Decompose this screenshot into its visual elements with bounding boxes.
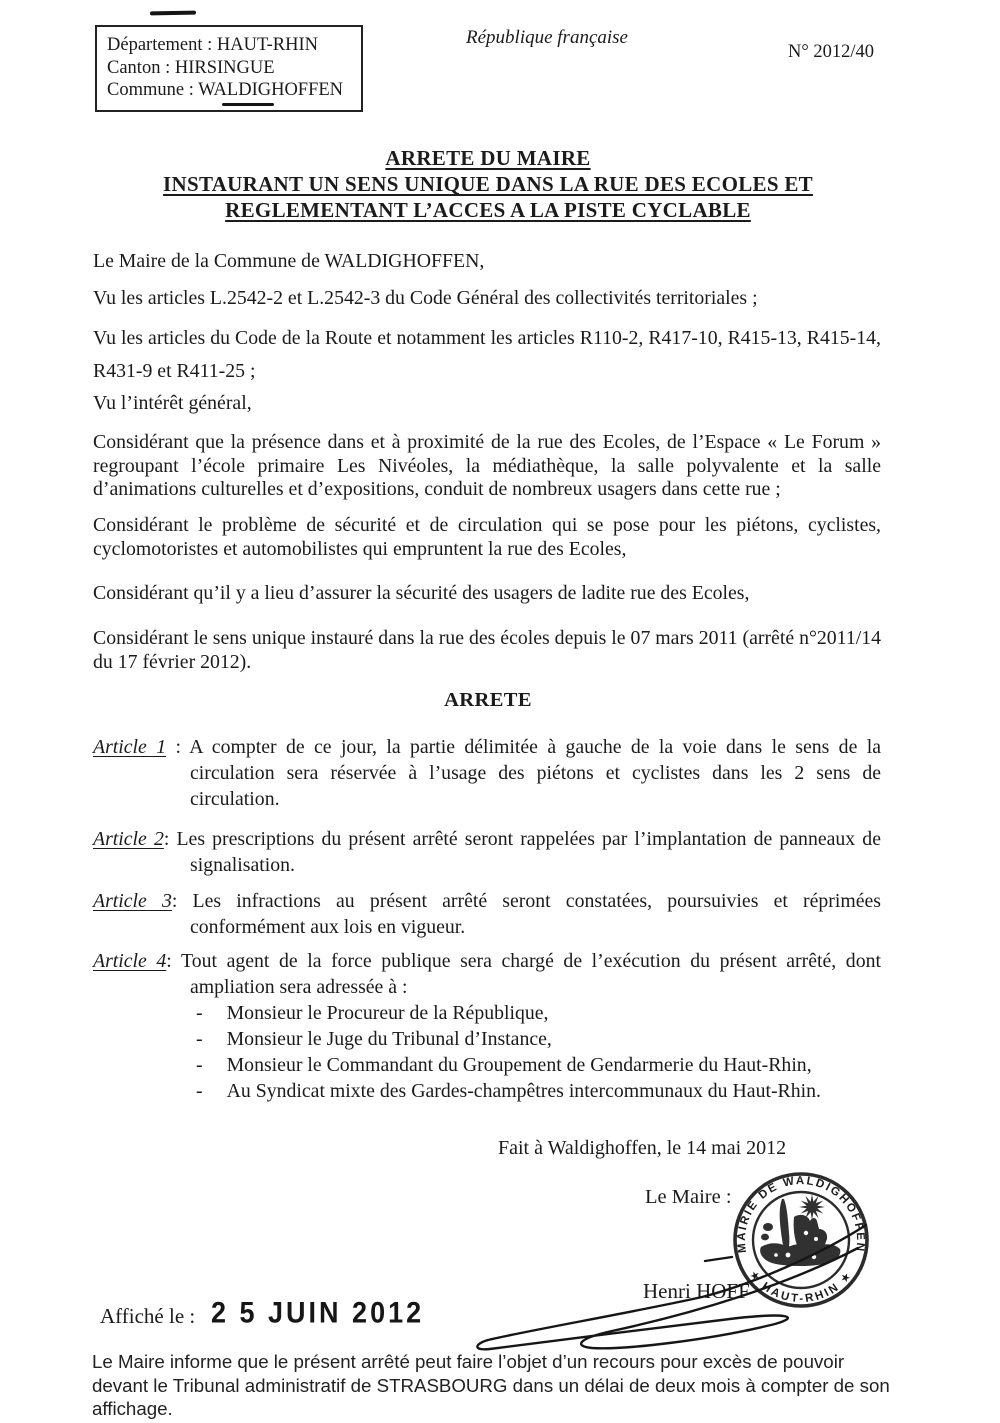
article-1 bbox=[93, 734, 881, 812]
list-dash: - bbox=[196, 1080, 203, 1102]
article-1-text: A compter de ce jour, la partie délimitée à gauche de la voie dans le sens de la circulation sera réservée à l’usage des piétons et cyclistes dans les 2 sens de circulation. bbox=[189, 736, 881, 810]
list-dash: - bbox=[196, 1028, 203, 1050]
article-1-sep: : bbox=[166, 736, 190, 758]
list-item bbox=[196, 1052, 881, 1078]
list-dash: - bbox=[196, 1002, 203, 1024]
scan-artifact bbox=[150, 11, 196, 16]
preamble-paragraph: Considérant que la présence dans et à proximité de la rue des Ecoles, de l’Espace « Le Forum » regroupant l’école primaire Les Nivéoles, la médiathèque, la salle polyvalente et la salle d’animations culturelles et d’expositions, conduit de nombreux usagers dans cette rue ; bbox=[93, 431, 881, 500]
commune-line: Commune : WALDIGHOFFEN bbox=[107, 80, 344, 100]
list-item bbox=[196, 1078, 881, 1104]
list-item-text: Monsieur le Juge du Tribunal d’Instance, bbox=[226, 1028, 552, 1050]
list-item-text: Monsieur le Commandant du Groupement de Gendarmerie du Haut-Rhin, bbox=[226, 1054, 812, 1076]
preamble-paragraph: Vu les articles L.2542-2 et L.2542-3 du Code Général des collectivités territoriales ; bbox=[93, 287, 758, 309]
preamble-paragraph: Considérant le sens unique instauré dans la rue des écoles depuis le 07 mars 2011 (arrêté n°2011/14 du 17 février 2012). bbox=[93, 627, 881, 673]
article-2-sep: : bbox=[163, 828, 177, 850]
article-3 bbox=[93, 888, 881, 940]
header-commune-box bbox=[95, 25, 363, 112]
article-4-sep: : bbox=[166, 950, 182, 972]
doc-number: N° 2012/40 bbox=[788, 42, 875, 62]
title-line-1: ARRETE DU MAIRE bbox=[385, 146, 591, 170]
list-dash: - bbox=[196, 1054, 203, 1076]
preamble-paragraph: Considérant le problème de sécurité et de circulation qui se pose pour les piétons, cyclistes, cyclomotoristes et automobilistes qui empruntent la rue des Ecoles, bbox=[93, 514, 881, 560]
article-3-label: Article 3 bbox=[93, 890, 172, 912]
article-4 bbox=[93, 948, 881, 1104]
stamp-top-text: MAIRIE DE WALDIGHOFFEN bbox=[735, 1175, 867, 1254]
canton-line: Canton : HIRSINGUE bbox=[107, 57, 275, 78]
list-item-text: Monsieur le Procureur de la République, bbox=[226, 1002, 549, 1024]
stamp-bottom-text: ★ HAUT-RHIN ★ bbox=[746, 1268, 856, 1306]
article-2-text: Les prescriptions du présent arrêté seront rappelées par l’implantation de panneaux de signalisation. bbox=[176, 828, 881, 876]
title-line-2: INSTAURANT UN SENS UNIQUE DANS LA RUE DES ECOLES ET bbox=[163, 172, 813, 196]
preamble-paragraph: Vu l’intérêt général, bbox=[93, 392, 252, 414]
preamble-paragraph: Le Maire de la Commune de WALDIGHOFFEN, bbox=[93, 250, 485, 272]
article-4-list bbox=[196, 1000, 881, 1104]
signature bbox=[440, 1180, 900, 1375]
posted-label: Affiché le : bbox=[100, 1304, 196, 1328]
article-2 bbox=[93, 826, 881, 878]
title-line-3: REGLEMENTANT L’ACCES A LA PISTE CYCLABLE bbox=[225, 198, 751, 222]
preamble-paragraph: Considérant qu’il y a lieu d’assurer la sécurité des usagers de ladite rue des Ecoles, bbox=[93, 582, 750, 604]
document-title bbox=[95, 145, 881, 223]
signature-scribble bbox=[440, 1180, 900, 1375]
article-3-text: Les infractions au présent arrêté seront constatées, poursuivies et réprimées conformément aux lois en vigueur. bbox=[190, 890, 881, 938]
footer-notice: Le Maire informe que le présent arrêté peut faire l’objet d’un recours pour excès de pouvoir devant le Tribunal administratif de STRASBOURG dans un délai de deux mois à compter de son affichage. bbox=[92, 1351, 890, 1419]
article-2-label: Article 2 bbox=[93, 828, 164, 850]
signer-name: Henri HOFF bbox=[643, 1279, 750, 1303]
article-3-sep: : bbox=[171, 890, 193, 912]
list-item-text: Au Syndicat mixte des Gardes-champêtres intercommunaux du Haut-Rhin. bbox=[226, 1080, 821, 1102]
posted-date-stamp: 2 5 JUIN 2012 bbox=[211, 1296, 425, 1330]
article-1-label: Article 1 bbox=[93, 736, 167, 758]
republic-label: République française bbox=[466, 27, 628, 48]
preamble-paragraph: Vu les articles du Code de la Route et notamment les articles R110-2, R417-10, R415-13, R415-14, R431-9 et R411-25 ; bbox=[93, 327, 881, 382]
list-item bbox=[196, 1000, 881, 1026]
article-4-text: Tout agent de la force publique sera chargé de l’exécution du présent arrêté, dont ampliation sera adressée à : bbox=[181, 950, 881, 998]
department-line: Département : HAUT-RHIN bbox=[107, 35, 318, 55]
signer-title: Le Maire : bbox=[645, 1186, 732, 1208]
list-item bbox=[196, 1026, 881, 1052]
arrete-heading: ARRETE bbox=[444, 689, 532, 711]
article-4-label: Article 4 bbox=[93, 950, 167, 972]
closing-place-date: Fait à Waldighoffen, le 14 mai 2012 bbox=[498, 1137, 787, 1159]
